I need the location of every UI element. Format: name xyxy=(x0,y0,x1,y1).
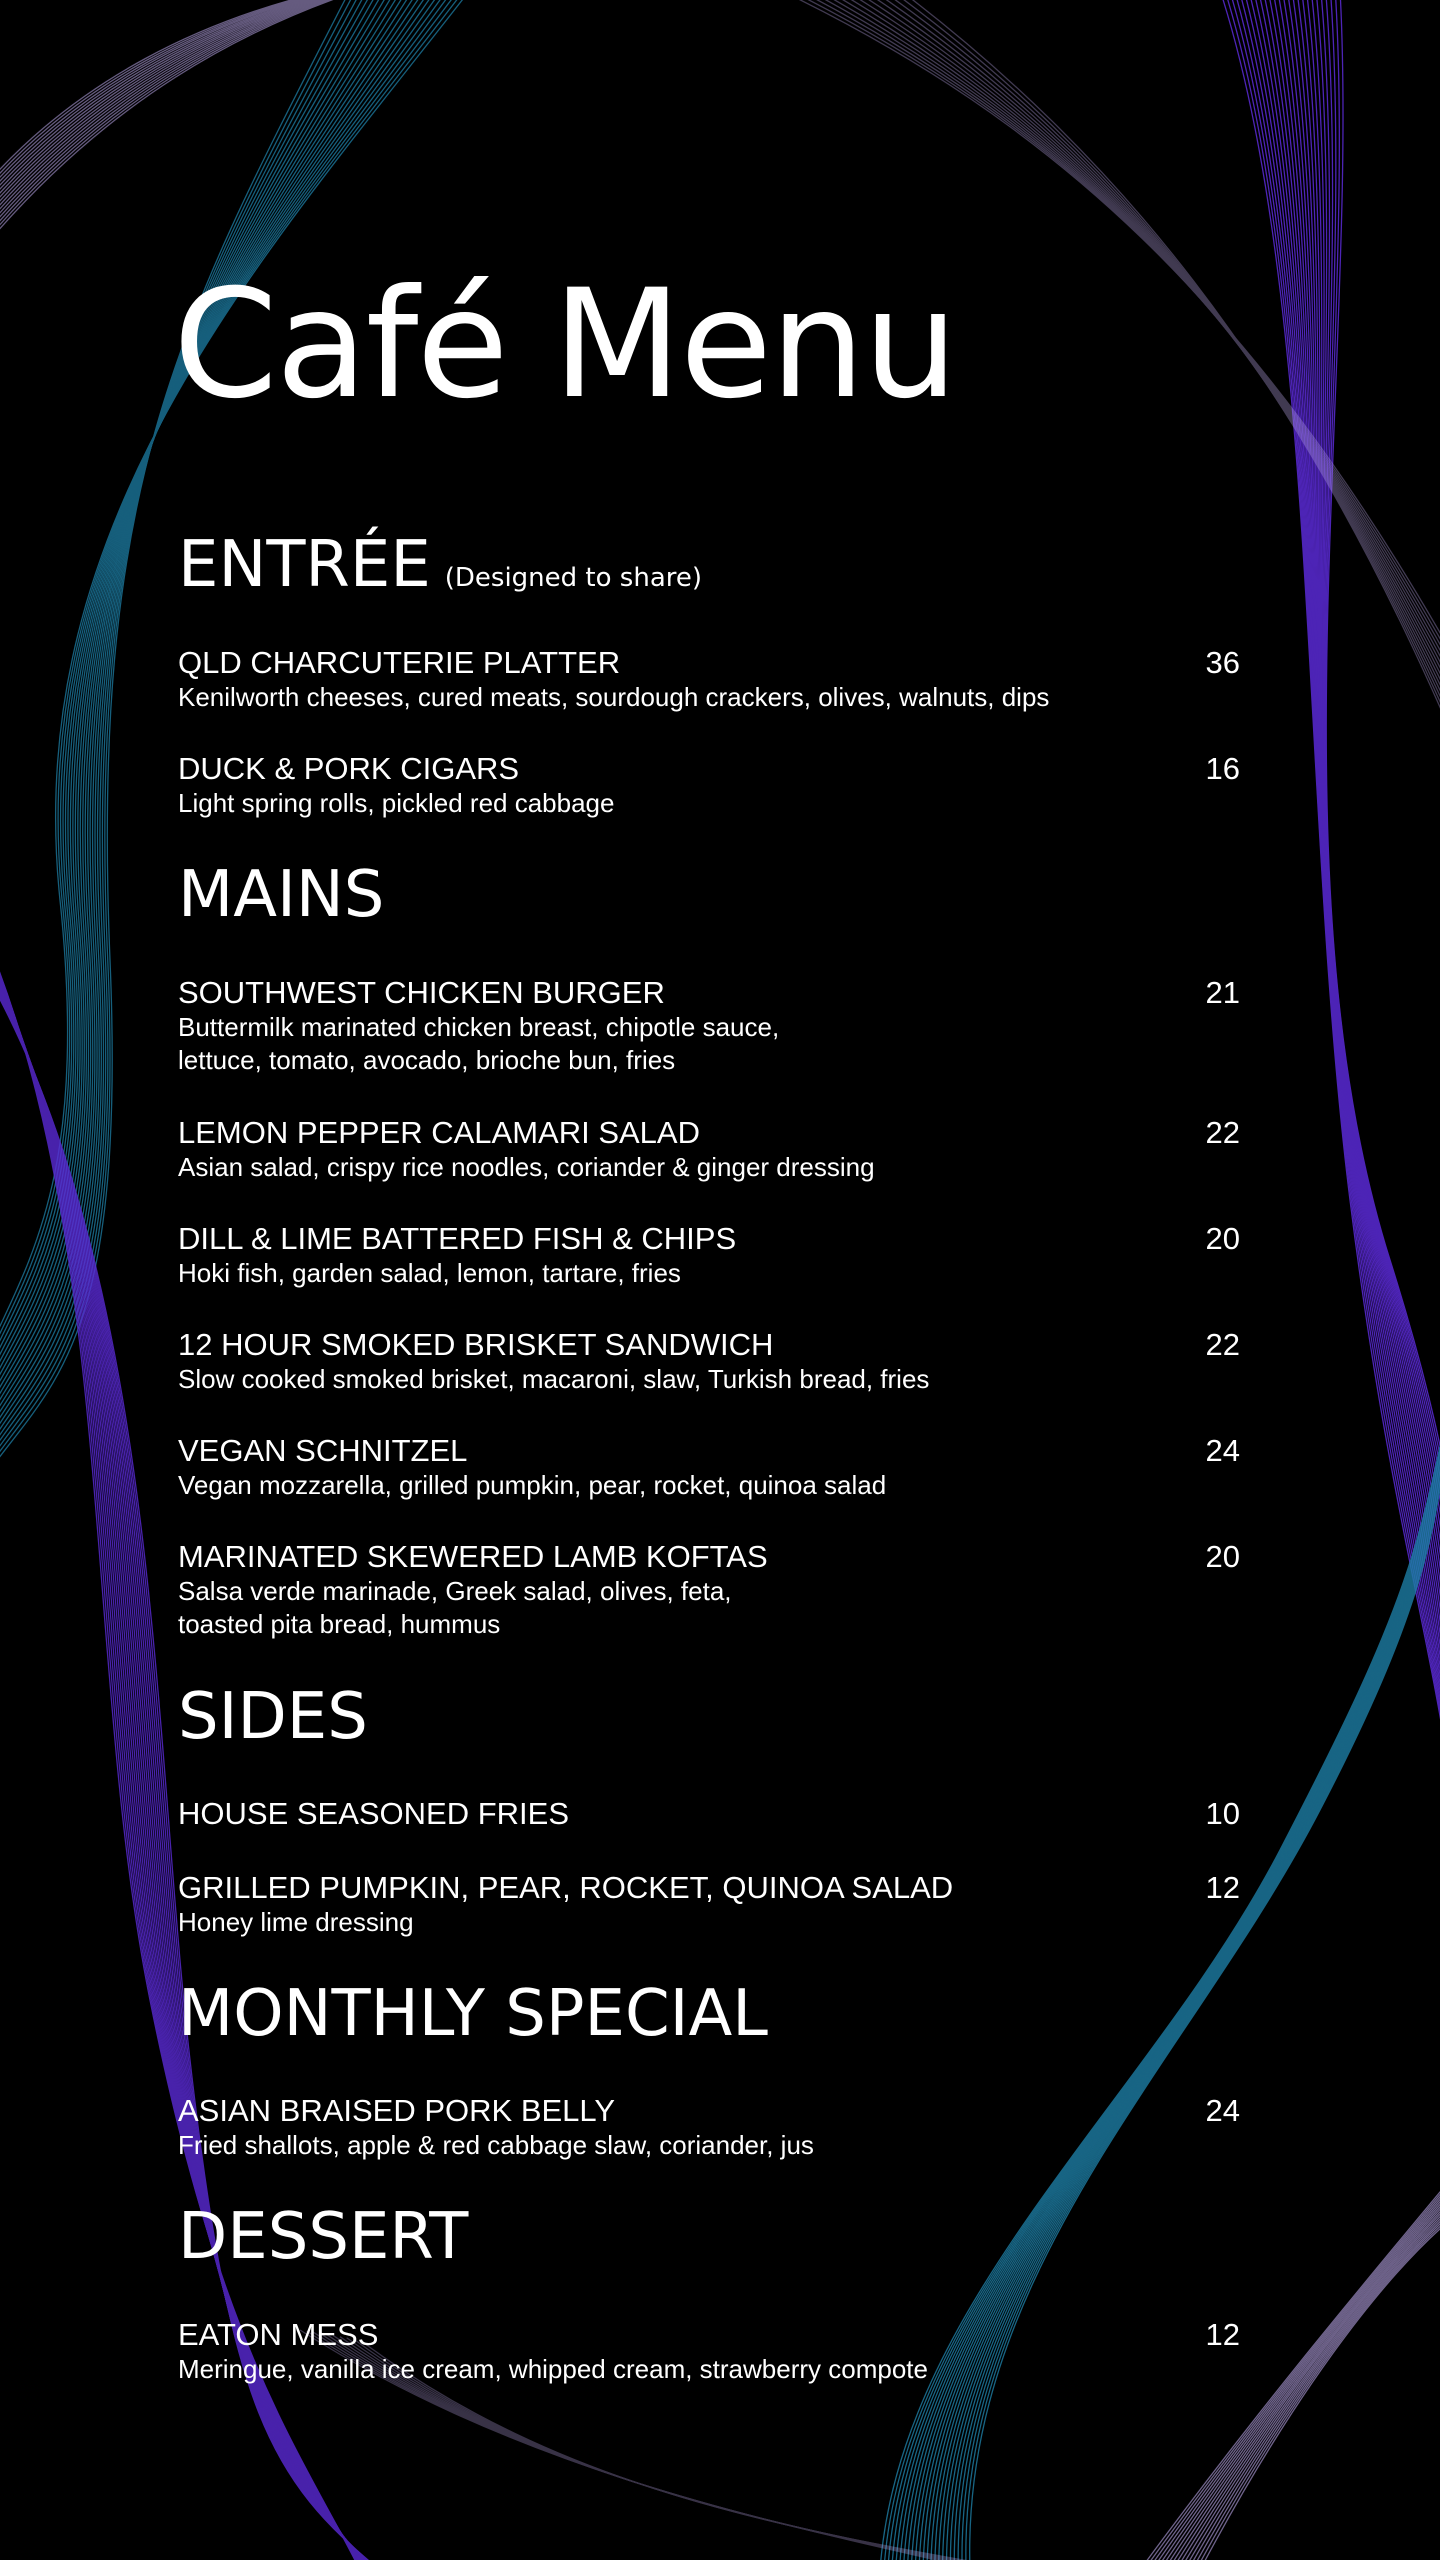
menu-item xyxy=(178,975,1240,1077)
item-name: MARINATED SKEWERED LAMB KOFTAS xyxy=(178,1539,768,1574)
menu-item xyxy=(178,1796,1240,1832)
section-heading-monthly-special: MONTHLY SPECIAL xyxy=(178,1977,768,2051)
menu-item xyxy=(178,1539,1240,1641)
item-price: 24 xyxy=(1205,1433,1240,1468)
item-description: Fried shallots, apple & red cabbage slaw, coriander, jus xyxy=(178,2130,814,2160)
item-description: Light spring rolls, pickled red cabbage xyxy=(178,788,615,818)
menu-item xyxy=(178,1870,1240,1939)
menu-item xyxy=(178,1115,1240,1184)
item-name: SOUTHWEST CHICKEN BURGER xyxy=(178,975,665,1010)
item-price: 24 xyxy=(1205,2093,1240,2128)
item-description: Slow cooked smoked brisket, macaroni, slaw, Turkish bread, fries xyxy=(178,1364,930,1394)
item-price: 22 xyxy=(1205,1327,1240,1362)
item-name: LEMON PEPPER CALAMARI SALAD xyxy=(178,1115,700,1150)
item-price: 12 xyxy=(1205,1870,1240,1905)
item-price: 36 xyxy=(1205,645,1240,680)
item-name: HOUSE SEASONED FRIES xyxy=(178,1796,570,1831)
item-name: DUCK & PORK CIGARS xyxy=(178,751,520,786)
item-description: Hoki fish, garden salad, lemon, tartare, fries xyxy=(178,1258,681,1288)
section-heading-dessert: DESSERT xyxy=(178,2200,469,2274)
item-name: EATON MESS xyxy=(178,2317,379,2352)
item-description: toasted pita bread, hummus xyxy=(178,1609,501,1639)
menu-item xyxy=(178,2317,1240,2386)
item-description: Vegan mozzarella, grilled pumpkin, pear, rocket, quinoa salad xyxy=(178,1470,887,1500)
item-price: 16 xyxy=(1205,751,1240,786)
item-price: 12 xyxy=(1205,2317,1240,2352)
entree-title: ENTRÉE xyxy=(178,528,431,602)
menu-title: Café Menu xyxy=(173,258,957,432)
item-description: Buttermilk marinated chicken breast, chipotle sauce, xyxy=(178,1012,780,1042)
item-price: 20 xyxy=(1205,1221,1240,1256)
item-description: Salsa verde marinade, Greek salad, olives, feta, xyxy=(178,1576,732,1606)
item-price: 21 xyxy=(1205,975,1240,1010)
item-description: Kenilworth cheeses, cured meats, sourdough crackers, olives, walnuts, dips xyxy=(178,682,1050,712)
item-name: QLD CHARCUTERIE PLATTER xyxy=(178,645,621,680)
item-name: ASIAN BRAISED PORK BELLY xyxy=(178,2093,616,2128)
menu-item xyxy=(178,2093,1240,2162)
item-description: Honey lime dressing xyxy=(178,1907,414,1937)
item-price: 20 xyxy=(1205,1539,1240,1574)
item-description: Meringue, vanilla ice cream, whipped cream, strawberry compote xyxy=(178,2354,928,2384)
item-name: GRILLED PUMPKIN, PEAR, ROCKET, QUINOA SALAD xyxy=(178,1870,954,1905)
section-heading-sides: SIDES xyxy=(178,1680,368,1754)
item-description: lettuce, tomato, avocado, brioche bun, fries xyxy=(178,1045,676,1075)
item-name: DILL & LIME BATTERED FISH & CHIPS xyxy=(178,1221,737,1256)
section-heading-entree xyxy=(178,530,702,613)
item-name: 12 HOUR SMOKED BRISKET SANDWICH xyxy=(178,1327,774,1362)
menu-item xyxy=(178,751,1240,820)
item-price: 22 xyxy=(1205,1115,1240,1150)
menu-item xyxy=(178,1221,1240,1290)
item-name: VEGAN SCHNITZEL xyxy=(178,1433,468,1468)
menu-item xyxy=(178,1433,1240,1502)
section-heading-mains: MAINS xyxy=(178,858,385,932)
entree-note: (Designed to share) xyxy=(444,563,703,593)
item-price: 10 xyxy=(1205,1796,1240,1831)
item-description: Asian salad, crispy rice noodles, coriander & ginger dressing xyxy=(178,1152,875,1182)
menu-item xyxy=(178,1327,1240,1396)
menu-item xyxy=(178,645,1240,714)
